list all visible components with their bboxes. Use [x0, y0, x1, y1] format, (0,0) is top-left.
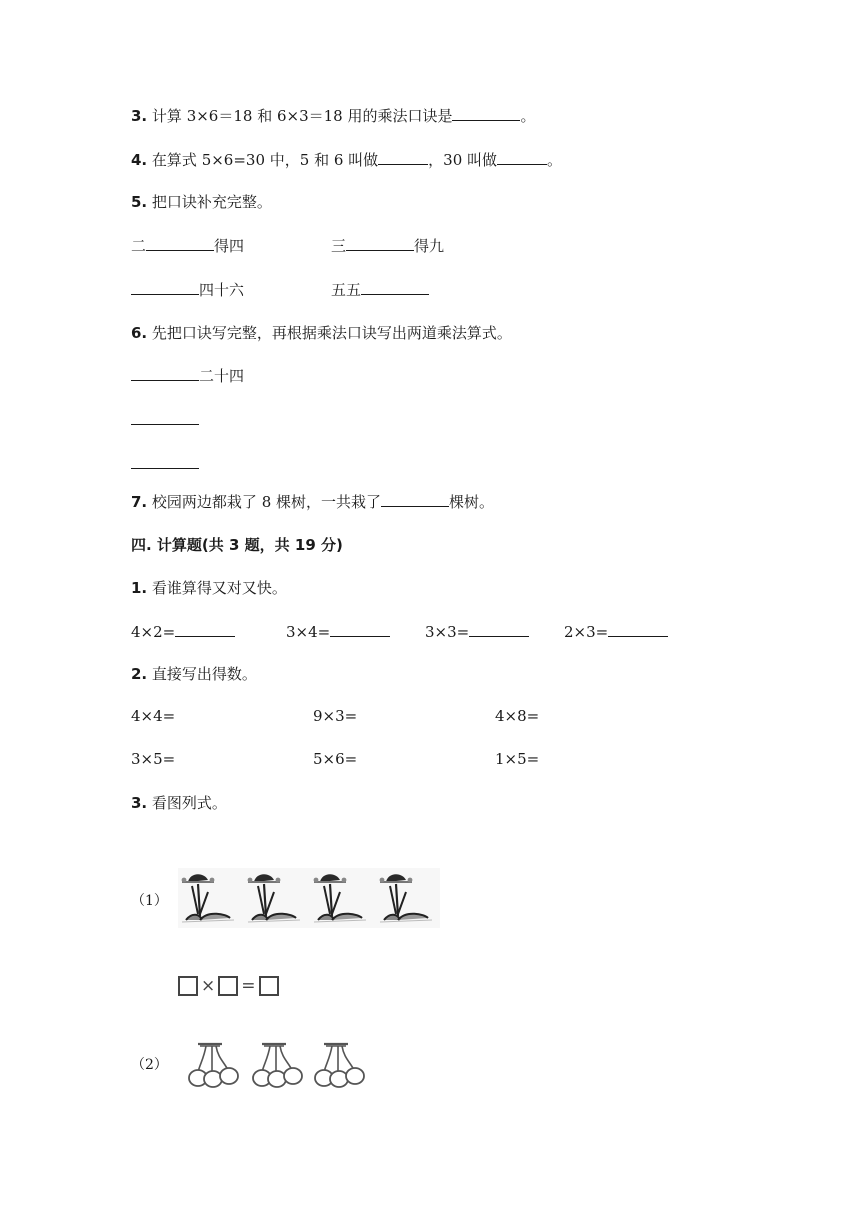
question-number: 2. [131, 665, 148, 683]
calc-item [286, 622, 390, 642]
calc-item [564, 622, 668, 642]
calc-expr: 4×2= [131, 623, 176, 641]
answer-blank[interactable] [131, 410, 199, 425]
calc-expr: 5×6= [313, 750, 358, 768]
calc-expr: 3×5= [131, 750, 176, 768]
calc-question-3 [131, 793, 227, 813]
question-text: 在算式 5×6=30 中，5 和 6 叫做 [151, 151, 379, 169]
calc-expr: 1×5= [495, 750, 540, 768]
calc-expr: 3×3= [425, 623, 470, 641]
answer-blank[interactable] [175, 622, 235, 637]
answer-blank[interactable] [608, 622, 668, 637]
question-number: 4. [131, 151, 148, 169]
rhyme-text: 得九 [414, 237, 445, 255]
cherry-icon [189, 1044, 238, 1087]
cherry-icon [315, 1044, 364, 1087]
cherry-icon [253, 1044, 302, 1087]
question-number: 7. [131, 493, 148, 511]
rhyme-text: 二十四 [199, 367, 245, 385]
rhyme-text: 四十六 [199, 281, 245, 299]
equation-blank-row [131, 454, 199, 474]
question-text: 校园两边都栽了 8 棵树，一共栽了 [151, 493, 382, 511]
calc-question-2 [131, 664, 257, 684]
answer-box[interactable] [178, 976, 198, 996]
answer-box[interactable] [259, 976, 279, 996]
calc-question-1 [131, 578, 287, 598]
question-text: 先把口诀写完整，再根据乘法口诀写出两道乘法算式。 [151, 324, 512, 342]
times-sign: × [201, 976, 216, 996]
rhyme-item [331, 236, 444, 256]
answer-blank[interactable] [330, 622, 390, 637]
calc-expr: 3×4= [286, 623, 331, 641]
part-label: （2） [131, 1057, 168, 1073]
question-text: 看谁算得又对又快。 [151, 579, 287, 597]
equation-blank-row [131, 410, 199, 430]
answer-blank[interactable] [452, 106, 520, 121]
question-number: 3. [131, 794, 148, 812]
calc-item [425, 622, 529, 642]
calc-expr: 4×8= [495, 707, 540, 725]
calc-expr: 9×3= [313, 707, 358, 725]
question-number: 1. [131, 579, 148, 597]
question-text: 把口诀补充完整。 [151, 193, 272, 211]
question-number: 5. [131, 193, 148, 211]
question-text-end: 。 [520, 107, 536, 125]
calc-expr: 4×4= [131, 707, 176, 725]
question-text-end: 棵树。 [449, 493, 495, 511]
question-7 [131, 492, 494, 512]
question-text-mid: ，30 叫做 [428, 151, 498, 169]
calc-expr: 2×3= [564, 623, 609, 641]
rhyme-item [331, 280, 429, 300]
answer-blank[interactable] [146, 236, 214, 251]
question-text: 计算 3×6＝18 和 6×3＝18 用的乘法口诀是 [151, 107, 453, 125]
answer-blank[interactable] [131, 366, 199, 381]
answer-blank[interactable] [381, 492, 449, 507]
answer-blank[interactable] [378, 150, 428, 165]
question-text: 直接写出得数。 [151, 665, 257, 683]
answer-blank[interactable] [131, 280, 199, 295]
rhyme-text: 三 [331, 237, 347, 255]
answer-blank[interactable] [497, 150, 547, 165]
answer-box[interactable] [218, 976, 238, 996]
answer-blank[interactable] [346, 236, 414, 251]
answer-blank[interactable] [361, 280, 429, 295]
question-text-end: 。 [547, 151, 563, 169]
cherry-group [184, 1040, 368, 1090]
rhyme-item [131, 236, 244, 256]
equation-template [178, 972, 279, 999]
section-heading: 四. 计算题(共 3 题，共 19 分) [131, 536, 343, 554]
answer-blank[interactable] [469, 622, 529, 637]
question-4 [131, 150, 562, 170]
calc-item [131, 622, 235, 642]
rhyme-text: 五五 [331, 281, 362, 299]
flower-group [178, 868, 440, 928]
question-number: 6. [131, 324, 148, 342]
question-5 [131, 192, 272, 212]
rhyme-text: 得四 [214, 237, 245, 255]
part-label: （1） [131, 893, 168, 909]
rhyme-item [131, 280, 244, 300]
question-number: 3. [131, 107, 148, 125]
equals-sign: = [241, 976, 256, 996]
question-3 [131, 106, 536, 126]
answer-blank[interactable] [131, 454, 199, 469]
rhyme-text: 二 [131, 237, 147, 255]
rhyme-item [131, 366, 244, 386]
question-6 [131, 323, 512, 343]
question-text: 看图列式。 [151, 794, 227, 812]
